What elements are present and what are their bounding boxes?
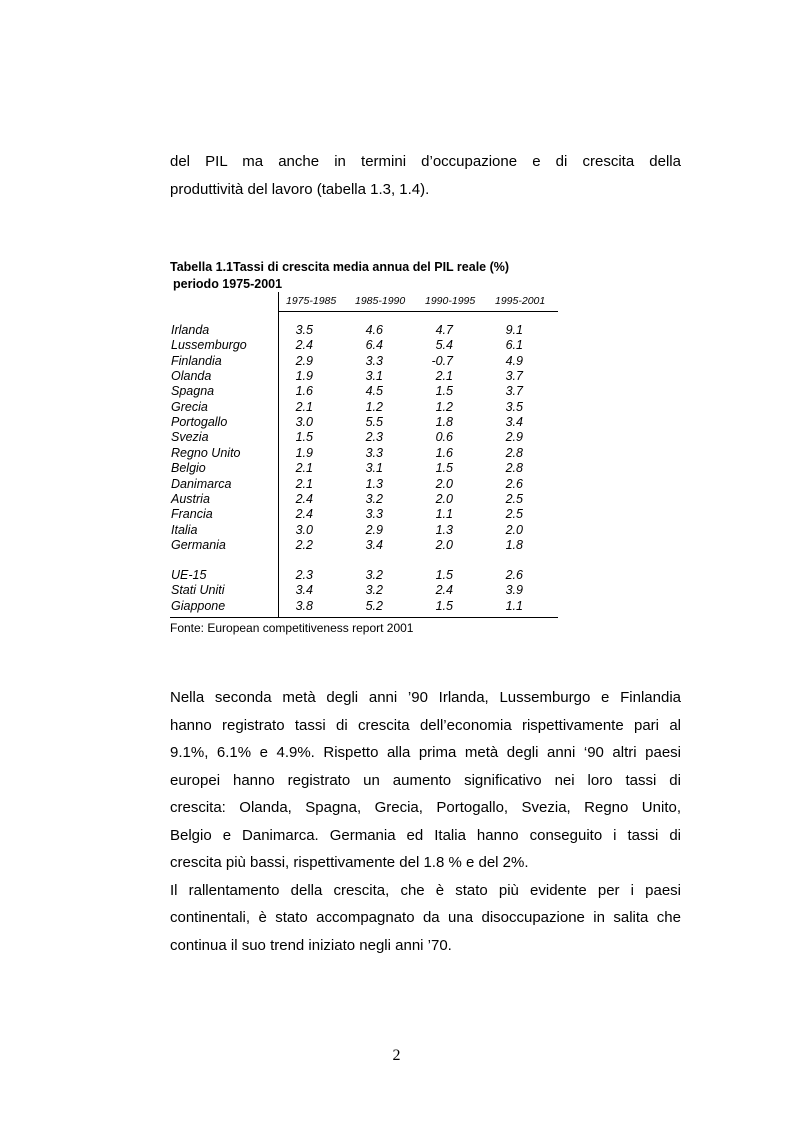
country-name: Portogallo [171, 415, 228, 429]
body-line: continua il suo trend iniziato negli anni ’70. [170, 936, 452, 954]
table-cell: 9.1 [505, 323, 523, 337]
table-cell: 1.1 [435, 507, 453, 521]
table-cell: 2.5 [505, 492, 523, 506]
table-row [170, 507, 558, 522]
table-row [170, 354, 558, 369]
table-cell: 1.1 [505, 599, 523, 613]
table-caption-period: periodo 1975-2001 [173, 277, 283, 291]
table-cell: 1.5 [435, 461, 453, 475]
table-cell: 3.2 [365, 568, 383, 582]
table-cell: 4.7 [435, 323, 453, 337]
table-cell: 3.9 [505, 583, 523, 597]
country-name: Regno Unito [171, 446, 241, 460]
table-cell: 2.4 [295, 338, 313, 352]
table-cell: 6.1 [505, 338, 523, 352]
table-cell: 0.6 [435, 430, 453, 444]
intro-paragraph [170, 148, 681, 203]
column-header: 1985-1990 [355, 295, 406, 307]
table-cell: 3.5 [505, 400, 523, 414]
country-name: Stati Uniti [171, 583, 225, 597]
table-cell: 2.9 [365, 523, 383, 537]
table-cell: 2.1 [295, 461, 313, 475]
table-cell: 5.2 [365, 599, 383, 613]
table-row [170, 415, 558, 430]
table-cell: 1.5 [435, 568, 453, 582]
table-cell: 2.9 [295, 354, 313, 368]
table-cell: 1.6 [435, 446, 453, 460]
body-line: 9.1%, 6.1% e 4.9%. Rispetto alla prima metà degli anni ‘90 altri paesi [170, 744, 681, 761]
table-cell: 4.6 [365, 323, 383, 337]
table-cell: 2.3 [295, 568, 313, 582]
gdp-growth-table [170, 292, 558, 618]
body-line: crescita più bassi, rispettivamente del 1.8 % e del 2%. [170, 854, 529, 871]
table-row [170, 446, 558, 461]
table-cell: 3.3 [365, 354, 383, 368]
intro-line: produttività del lavoro (tabella 1.3, 1.4). [170, 180, 430, 198]
table-cell: 1.5 [295, 430, 313, 444]
table-row [170, 369, 558, 384]
table-cell: 2.5 [505, 507, 523, 521]
table-cell: 5.5 [365, 415, 383, 429]
table-row [170, 599, 558, 614]
table-row [170, 492, 558, 507]
table-cell: 1.8 [435, 415, 453, 429]
table-caption: Tabella 1.1Tassi di crescita media annua del PIL reale (%) [170, 260, 510, 274]
table-cell: 3.2 [365, 583, 383, 597]
country-name: UE-15 [171, 568, 207, 582]
table-cell: 1.2 [435, 400, 453, 414]
country-name: Olanda [171, 369, 212, 383]
table-cell: 2.1 [295, 400, 313, 414]
country-name: Belgio [171, 461, 206, 475]
table-cell: 1.8 [505, 538, 523, 552]
table-row [170, 338, 558, 353]
table-cell: -0.7 [431, 354, 453, 368]
table-row [170, 568, 558, 583]
body-line: Il rallentamento della crescita, che è stato più evidente per i paesi [170, 881, 681, 899]
table-cell: 3.4 [365, 538, 383, 552]
table-cell: 3.3 [365, 507, 383, 521]
table-row [170, 430, 558, 445]
country-name: Danimarca [171, 477, 232, 491]
table-row [170, 400, 558, 415]
column-header: 1995-2001 [495, 295, 546, 307]
country-name: Francia [171, 507, 213, 521]
body-paragraph [170, 684, 681, 959]
body-line: continentali, è stato accompagnato da una disoccupazione in salita che [170, 909, 681, 926]
table-row [170, 583, 558, 598]
country-name: Lussemburgo [171, 338, 247, 352]
table-cell: 3.0 [295, 523, 313, 537]
table-cell: 2.6 [505, 568, 523, 582]
table-cell: 2.0 [435, 477, 453, 491]
table-cell: 1.5 [435, 384, 453, 398]
table-cell: 2.4 [435, 583, 453, 597]
table-row [170, 461, 558, 476]
table-cell: 3.2 [365, 492, 383, 506]
table-cell: 2.4 [295, 507, 313, 521]
table-cell: 2.6 [505, 477, 523, 491]
column-header: 1975-1985 [286, 295, 337, 307]
body-line: crescita: Olanda, Spagna, Grecia, Portogallo, Svezia, Regno Unito, [170, 799, 681, 816]
table-cell: 3.4 [505, 415, 523, 429]
country-name: Finlandia [171, 354, 222, 368]
table-cell: 3.4 [295, 583, 313, 597]
table-cell: 1.3 [365, 477, 383, 491]
table-cell: 1.6 [295, 384, 313, 398]
table-cell: 3.0 [295, 415, 313, 429]
country-name: Germania [171, 538, 226, 552]
table-cell: 2.3 [365, 430, 383, 444]
table-cell: 3.1 [365, 461, 383, 475]
body-line: Nella seconda metà degli anni ’90 Irlanda, Lussemburgo e Finlandia [170, 689, 681, 706]
page-number: 2 [392, 1047, 401, 1064]
table-cell: 1.9 [295, 369, 313, 383]
table-cell: 3.5 [295, 323, 313, 337]
table-row [170, 523, 558, 538]
table-source: Fonte: European competitiveness report 2001 [170, 621, 414, 635]
table-cell: 2.0 [505, 523, 523, 537]
country-name: Irlanda [171, 323, 210, 337]
table-row [170, 323, 558, 338]
table-cell: 2.0 [435, 538, 453, 552]
table-cell: 3.3 [365, 446, 383, 460]
table-bottom-rule [170, 617, 558, 618]
table-cell: 2.9 [505, 430, 523, 444]
table-cell: 3.7 [505, 369, 523, 383]
body-line: Belgio e Danimarca. Germania ed Italia hanno conseguito i tassi di [170, 826, 681, 844]
country-name: Grecia [171, 400, 208, 414]
table-cell: 1.3 [435, 523, 453, 537]
table-cell: 3.7 [505, 384, 523, 398]
table-cell: 4.9 [505, 354, 523, 368]
table-cell: 4.5 [365, 384, 383, 398]
table-cell: 3.1 [365, 369, 383, 383]
table-cell: 2.8 [505, 446, 523, 460]
table-cell: 2.8 [505, 461, 523, 475]
table-cell: 6.4 [365, 338, 383, 352]
table-cell: 1.2 [365, 400, 383, 414]
table-cell: 1.9 [295, 446, 313, 460]
body-line: europei hanno registrato un aumento significativo nei loro tassi di [170, 771, 681, 789]
table-cell: 1.5 [435, 599, 453, 613]
column-header: 1990-1995 [425, 295, 476, 307]
table-cell: 2.4 [295, 492, 313, 506]
table-row [170, 477, 558, 492]
country-name: Svezia [171, 430, 209, 444]
table-row [170, 538, 558, 553]
table-cell: 2.2 [295, 538, 313, 552]
country-name: Spagna [171, 384, 215, 398]
table-header-rule [278, 311, 558, 312]
table-cell: 2.1 [295, 477, 313, 491]
table-cell: 2.0 [435, 492, 453, 506]
intro-line: del PIL ma anche in termini d’occupazione e di crescita della [170, 153, 681, 170]
country-name: Austria [171, 492, 210, 506]
table-row [170, 384, 558, 399]
body-line: hanno registrato tassi di crescita dell’economia rispettivamente pari al [170, 716, 681, 734]
country-name: Italia [171, 523, 198, 537]
table-cell: 3.8 [295, 599, 313, 613]
table-cell: 5.4 [435, 338, 453, 352]
country-name: Giappone [171, 599, 226, 613]
table-cell: 2.1 [435, 369, 453, 383]
